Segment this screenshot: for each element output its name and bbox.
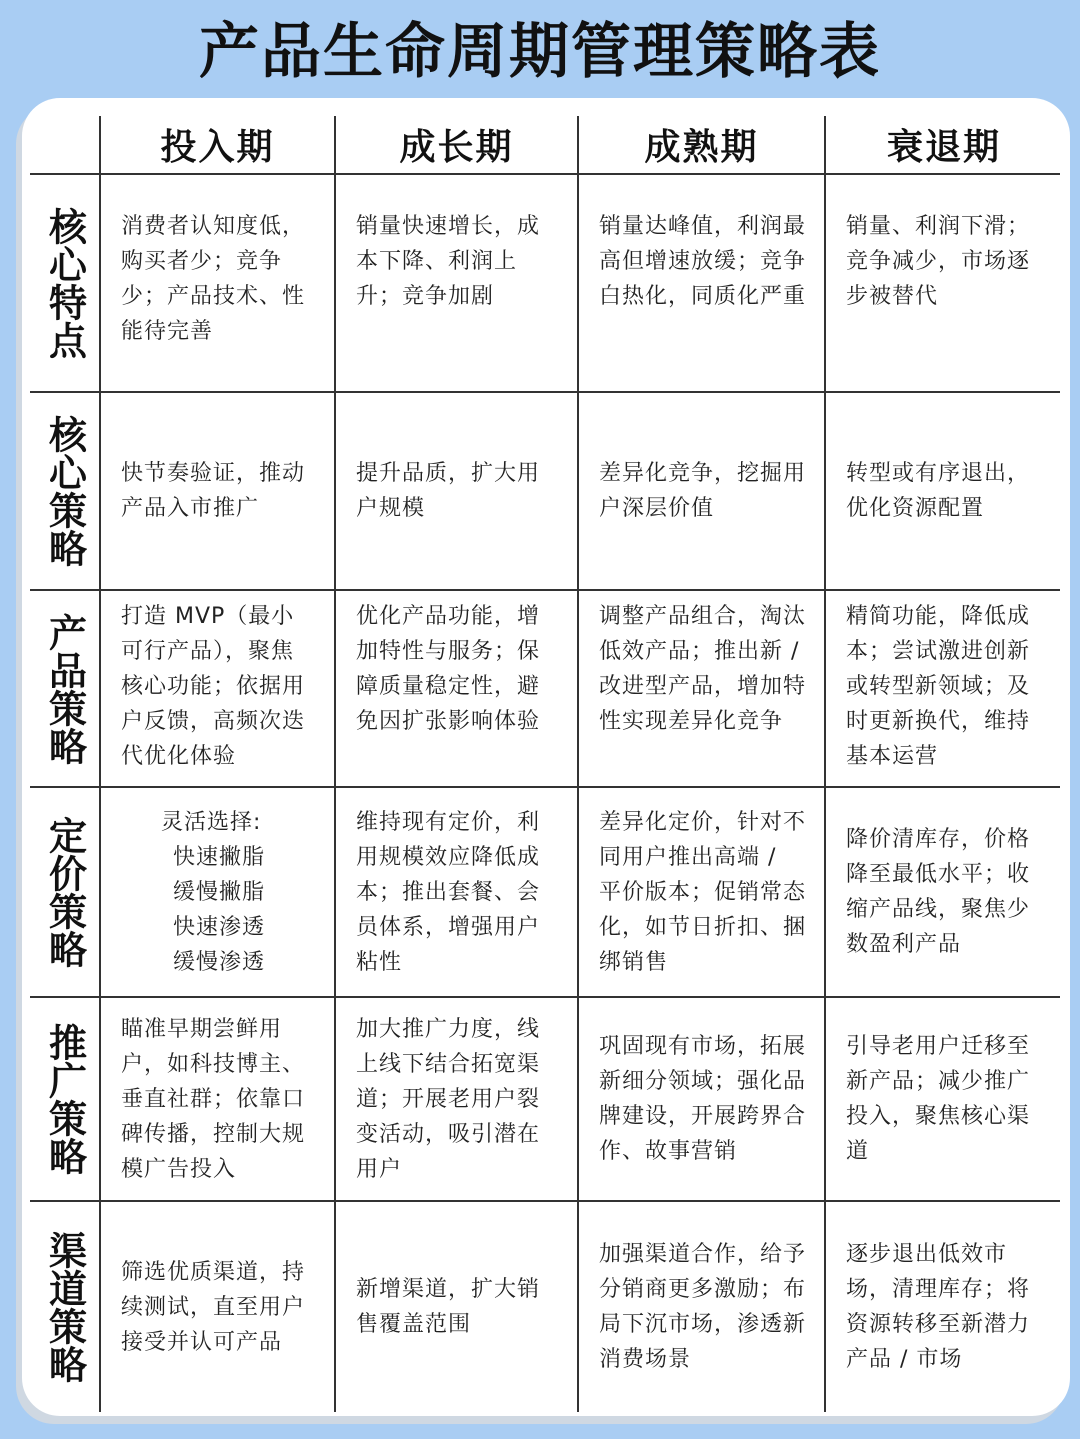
strategy-table: [22, 98, 1070, 1416]
pricing-option: 快速撇脂: [173, 844, 266, 870]
table-cell: 加大推广力度，线上线下结合拓宽渠道；开展老用户裂变活动，吸引潜在用户: [356, 1016, 541, 1182]
table-cell: 差异化竞争，挖掘用户深层价值: [599, 461, 807, 521]
pricing-option: 缓慢撇脂: [173, 879, 266, 905]
row-header-product-strategy: 产品策略: [42, 612, 87, 765]
column-header-introduction: 投入期: [160, 127, 275, 168]
table-cell: 降价清库存，价格降至最低水平；收缩产品线，聚焦少数盈利产品: [846, 827, 1031, 957]
table-cell: 快节奏验证，推动产品入市推广: [121, 461, 306, 521]
column-header-growth: 成长期: [399, 127, 514, 168]
table-cell: 新增渠道，扩大销售覆盖范围: [356, 1277, 541, 1337]
row-header-core-strategy: 核心策略: [42, 415, 87, 567]
table-cell: 筛选优质渠道，持续测试，直至用户接受并认可产品: [121, 1259, 306, 1355]
pricing-options-cell: [101, 788, 334, 996]
row-header-core-features: 核心特点: [42, 207, 87, 359]
table-cell: 销量、利润下滑；竞争减少，市场逐步被替代: [846, 214, 1031, 309]
table-cell: 精简功能，降低成本；尝试激进创新或转型新领域；及时更新换代，维持基本运营: [846, 604, 1031, 769]
pricing-option: 快速渗透: [173, 914, 266, 940]
table-cell: 提升品质，扩大用户规模: [356, 461, 541, 521]
table-cell: 消费者认知度低，购买者少；竞争少；产品技术、性能待完善: [121, 214, 306, 344]
table-cell: 差异化定价，针对不同用户推出高端 / 平价版本；促销常态化，如节日折扣、捆绑销售: [599, 809, 807, 975]
row-header-channel-strategy: 渠道策略: [42, 1231, 87, 1383]
table-cell: 调整产品组合，淘汰低效产品；推出新 / 改进型产品，增加特性实现差异化竞争: [599, 604, 807, 734]
table-cell: 销量达峰值，利润最高但增速放缓；竞争白热化，同质化严重: [599, 214, 807, 309]
table-cell: 维持现有定价，利用规模效应降低成本；推出套餐、会员体系，增强用户粘性: [356, 809, 541, 975]
pricing-intro: 灵活选择:: [161, 809, 262, 835]
table-cell: 加强渠道合作，给予分销商更多激励；布局下沉市场，渗透新消费场景: [599, 1242, 807, 1372]
pricing-options-list: [121, 805, 265, 980]
table-cell: 转型或有序退出，优化资源配置: [846, 461, 1031, 521]
column-header-maturity: 成熟期: [644, 127, 759, 168]
pricing-option: 缓慢渗透: [173, 949, 266, 975]
table-cell: 引导老用户迁移至新产品；减少推广投入，聚焦核心渠道: [846, 1034, 1031, 1164]
row-header-promotion-strategy: 推广策略: [42, 1023, 87, 1175]
table-cell: 逐步退出低效市场，清理库存；将资源转移至新潜力产品 / 市场: [846, 1242, 1031, 1372]
strategy-table-card: [22, 98, 1070, 1416]
table-cell: 销量快速增长，成本下降、利润上升；竞争加剧: [356, 214, 541, 309]
table-cell: 瞄准早期尝鲜用户，如科技博主、垂直社群；依靠口碑传播，控制大规模广告投入: [121, 1016, 306, 1182]
column-header-decline: 衰退期: [886, 127, 1001, 168]
row-header-pricing-strategy: 定价策略: [42, 816, 87, 968]
page-title: 产品生命周期管理策略表: [199, 17, 881, 87]
table-cell: 优化产品功能，增加特性与服务；保障质量稳定性，避免因扩张影响体验: [356, 604, 541, 734]
table-cell: 巩固现有市场，拓展新细分领域；强化品牌建设，开展跨界合作、故事营销: [599, 1034, 807, 1164]
table-cell: 打造 MVP（最小可行产品），聚焦核心功能；依据用户反馈，高频次迭代优化体验: [121, 604, 306, 769]
